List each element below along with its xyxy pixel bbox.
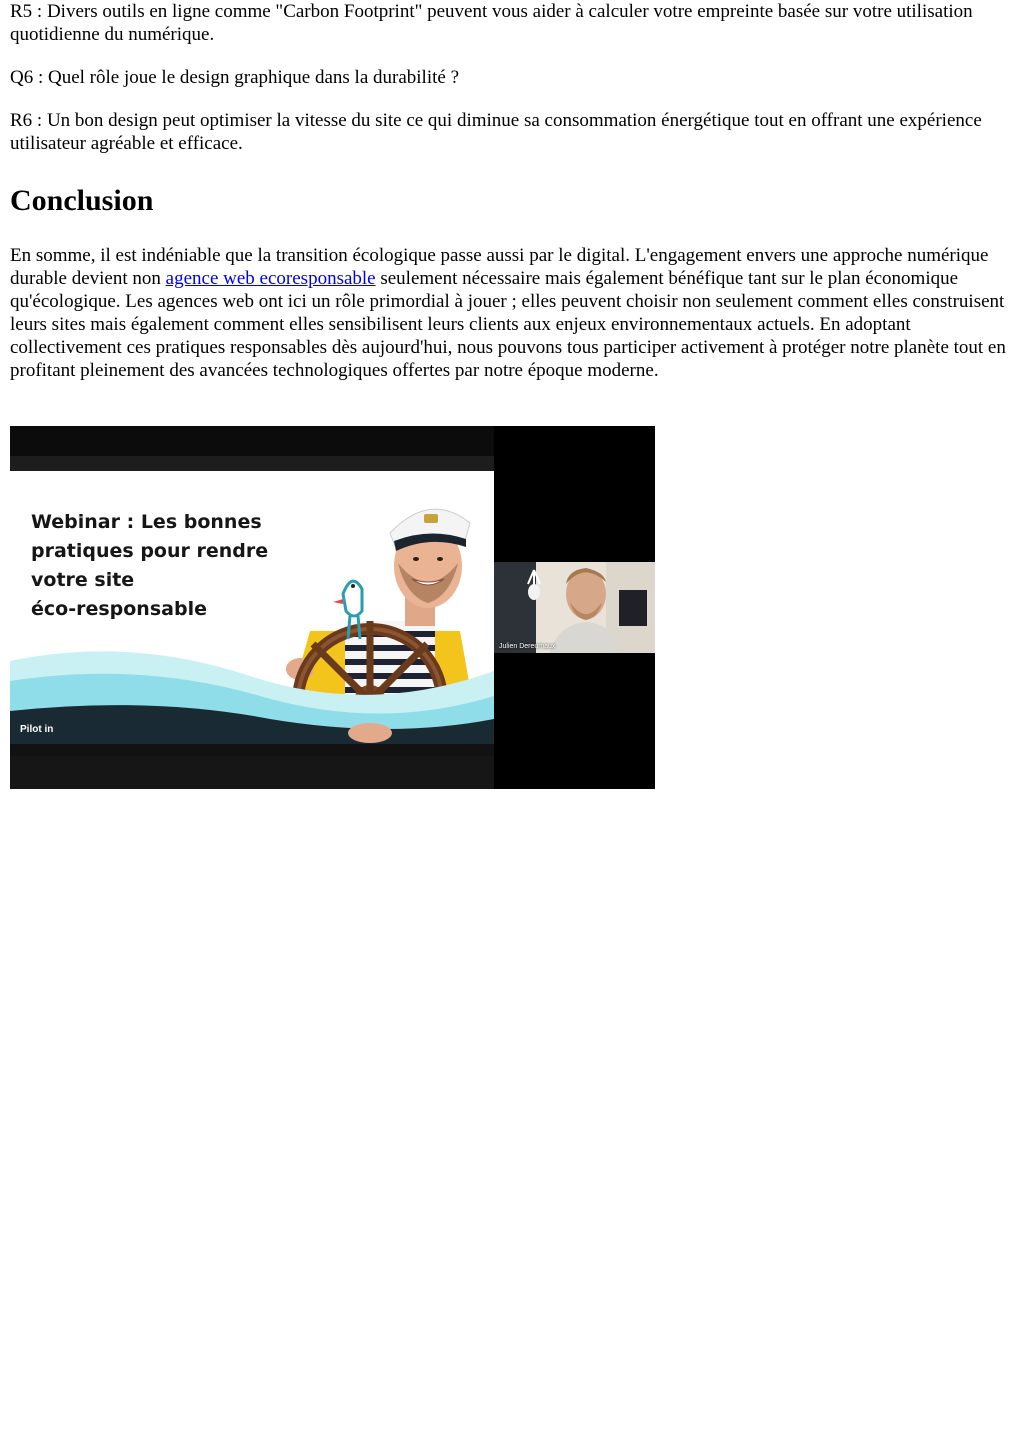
conclusion-paragraph <box>10 244 1014 382</box>
slide-frame <box>10 426 494 789</box>
conclusion-heading: Conclusion <box>10 184 154 217</box>
brand-logo: Pilot in <box>20 724 54 735</box>
ecoresponsible-agency-link[interactable]: agence web ecoresponsable <box>165 268 376 289</box>
webcam-scene <box>494 562 655 653</box>
webinar-title: Webinar : Les bonnes pratiques pour rendre votre site éco-responsable <box>31 511 269 620</box>
participant-webcam <box>494 562 655 653</box>
conclusion-text-end: seulement nécessaire mais également bénéfique tant sur le plan économique qu'écologique. Les agences web ont ici un rôle primordial à jouer ; elles peuvent choisir non seulement comment elles construisent leurs sites mais également comment elles sensibilisent leurs clients aux enjeux environnementaux actuels. En adoptant collectivement ces pratiques responsables dès aujourd'hui, nous pouvons tous participer activement à protéger notre planète tout en profitant pleinement des avancées technologiques offertes par notre époque moderne. <box>10 268 1006 381</box>
participant-name: Julien Dereumaux <box>499 643 556 650</box>
conclusion-section <box>10 244 1014 402</box>
answer-r6: R6 : Un bon design peut optimiser la vitesse du site ce qui diminue sa consommation énergétique tout en offrant une expérience utilisateur agréable et efficace. <box>10 110 982 154</box>
conclusion-text-start: En somme, il est indéniable que la transition écologique passe aussi par le digital. L'engagement envers une approche numérique durable devient non <box>10 245 989 289</box>
question-q6: Q6 : Quel rôle joue le design graphique dans la durabilité ? <box>10 67 460 88</box>
webinar-slide <box>10 471 494 744</box>
answer-r5: R5 : Divers outils en ligne comme "Carbon Footprint" peuvent vous aider à calculer votre empreinte basée sur votre utilisation quotidienne du numérique. <box>10 1 973 45</box>
faq-section <box>10 0 1014 175</box>
webinar-screenshot <box>10 426 655 789</box>
